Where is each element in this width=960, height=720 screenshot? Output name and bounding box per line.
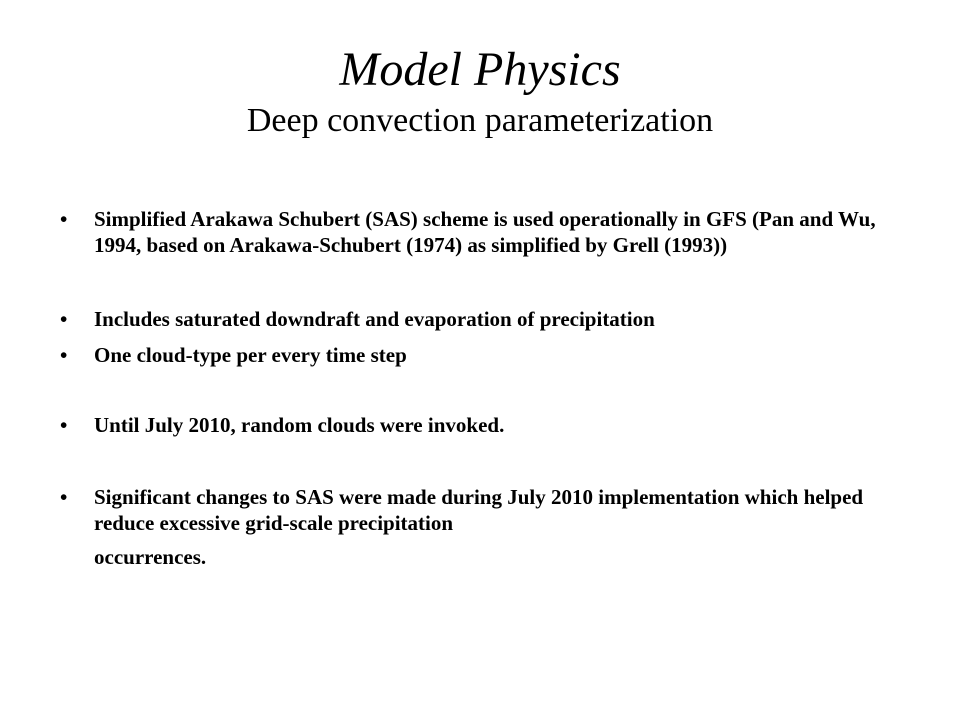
bullet-item	[60, 484, 920, 570]
bullet-marker-icon: •	[60, 485, 68, 509]
bullet-text-continuation: occurrences.	[94, 545, 207, 569]
bullet-marker-icon: •	[60, 343, 68, 367]
bullet-text: Includes saturated downdraft and evaporation of precipitation	[94, 307, 655, 331]
title-block	[0, 40, 960, 142]
bullet-item	[60, 206, 920, 258]
bullet-text: Significant changes to SAS were made during July 2010 implementation which helped reduce excessive grid-scale precipitation	[94, 485, 864, 535]
bullet-item	[60, 412, 920, 438]
slide-title: Model Physics	[339, 43, 621, 96]
bullet-text: Simplified Arakawa Schubert (SAS) scheme is used operationally in GFS (Pan and Wu, 1994, based on Arakawa-Schubert (1974) as simplified by Grell (1993))	[94, 207, 876, 257]
bullet-text: One cloud-type per every time step	[94, 343, 407, 367]
bullet-list	[60, 206, 920, 570]
bullet-marker-icon: •	[60, 207, 68, 231]
bullet-item	[60, 342, 920, 368]
slide-subtitle: Deep convection parameterization	[246, 102, 714, 139]
bullet-item	[60, 306, 920, 332]
bullet-text: Until July 2010, random clouds were invoked.	[94, 413, 505, 437]
bullet-marker-icon: •	[60, 413, 68, 437]
bullet-marker-icon: •	[60, 307, 68, 331]
